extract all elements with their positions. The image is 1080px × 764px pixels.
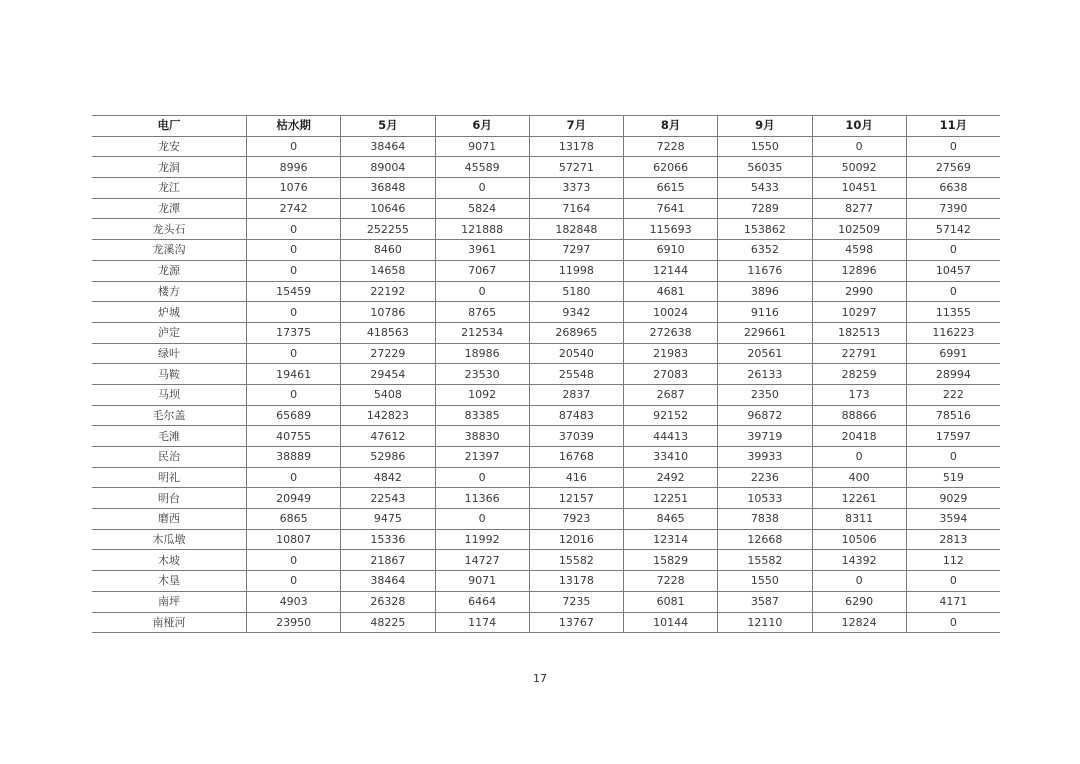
value-cell: 102509 (812, 219, 906, 240)
value-cell: 3896 (718, 281, 812, 302)
value-cell: 38889 (247, 447, 341, 468)
value-cell: 57142 (906, 219, 1000, 240)
value-cell: 10024 (624, 302, 718, 323)
table-row (92, 384, 1000, 405)
value-cell: 400 (812, 467, 906, 488)
plant-name-cell: 龙溪沟 (92, 240, 247, 261)
value-cell: 6991 (906, 343, 1000, 364)
value-cell: 3961 (435, 240, 529, 261)
value-cell: 20540 (529, 343, 623, 364)
value-cell: 21867 (341, 550, 435, 571)
value-cell: 12668 (718, 529, 812, 550)
value-cell: 229661 (718, 322, 812, 343)
value-cell: 50092 (812, 157, 906, 178)
plant-name-cell: 明礼 (92, 467, 247, 488)
value-cell: 112 (906, 550, 1000, 571)
value-cell: 48225 (341, 612, 435, 633)
plant-name-cell: 南坪 (92, 591, 247, 612)
value-cell: 20561 (718, 343, 812, 364)
value-cell: 182848 (529, 219, 623, 240)
value-cell: 9116 (718, 302, 812, 323)
value-cell: 44413 (624, 426, 718, 447)
value-cell: 0 (435, 281, 529, 302)
column-header: 6月 (435, 116, 529, 137)
value-cell: 7228 (624, 136, 718, 157)
table-row (92, 198, 1000, 219)
value-cell: 12314 (624, 529, 718, 550)
value-cell: 26328 (341, 591, 435, 612)
value-cell: 4598 (812, 240, 906, 261)
value-cell: 15829 (624, 550, 718, 571)
value-cell: 10786 (341, 302, 435, 323)
value-cell: 6464 (435, 591, 529, 612)
value-cell: 8465 (624, 509, 718, 530)
value-cell: 39933 (718, 447, 812, 468)
value-cell: 12110 (718, 612, 812, 633)
value-cell: 0 (247, 219, 341, 240)
value-cell: 1092 (435, 384, 529, 405)
column-header: 9月 (718, 116, 812, 137)
value-cell: 6352 (718, 240, 812, 261)
value-cell: 17597 (906, 426, 1000, 447)
table-row (92, 529, 1000, 550)
value-cell: 27083 (624, 364, 718, 385)
table-row (92, 281, 1000, 302)
table-row (92, 302, 1000, 323)
value-cell: 222 (906, 384, 1000, 405)
value-cell: 15582 (529, 550, 623, 571)
value-cell: 9342 (529, 302, 623, 323)
value-cell: 33410 (624, 447, 718, 468)
value-cell: 4842 (341, 467, 435, 488)
column-header: 8月 (624, 116, 718, 137)
value-cell: 0 (812, 571, 906, 592)
value-cell: 0 (247, 302, 341, 323)
table-row (92, 136, 1000, 157)
value-cell: 7390 (906, 198, 1000, 219)
value-cell: 7235 (529, 591, 623, 612)
value-cell: 173 (812, 384, 906, 405)
column-header: 电厂 (92, 116, 247, 137)
column-header: 11月 (906, 116, 1000, 137)
value-cell: 10451 (812, 178, 906, 199)
value-cell: 2813 (906, 529, 1000, 550)
value-cell: 22791 (812, 343, 906, 364)
value-cell: 7067 (435, 260, 529, 281)
value-cell: 7923 (529, 509, 623, 530)
value-cell: 14392 (812, 550, 906, 571)
value-cell: 20418 (812, 426, 906, 447)
value-cell: 62066 (624, 157, 718, 178)
value-cell: 8996 (247, 157, 341, 178)
table-row (92, 612, 1000, 633)
table-row (92, 571, 1000, 592)
value-cell: 0 (906, 571, 1000, 592)
value-cell: 47612 (341, 426, 435, 447)
value-cell: 2742 (247, 198, 341, 219)
value-cell: 38830 (435, 426, 529, 447)
value-cell: 5408 (341, 384, 435, 405)
value-cell: 0 (906, 136, 1000, 157)
value-cell: 153862 (718, 219, 812, 240)
value-cell: 11998 (529, 260, 623, 281)
table-row (92, 219, 1000, 240)
value-cell: 4681 (624, 281, 718, 302)
value-cell: 88866 (812, 405, 906, 426)
table-row (92, 364, 1000, 385)
value-cell: 65689 (247, 405, 341, 426)
plant-name-cell: 明台 (92, 488, 247, 509)
value-cell: 0 (247, 550, 341, 571)
plant-name-cell: 龙潭 (92, 198, 247, 219)
value-cell: 21983 (624, 343, 718, 364)
value-cell: 3594 (906, 509, 1000, 530)
table-row (92, 447, 1000, 468)
plant-name-cell: 龙洞 (92, 157, 247, 178)
value-cell: 2350 (718, 384, 812, 405)
value-cell: 28259 (812, 364, 906, 385)
plant-name-cell: 龙源 (92, 260, 247, 281)
value-cell: 12261 (812, 488, 906, 509)
value-cell: 10297 (812, 302, 906, 323)
page-number: 17 (533, 672, 547, 685)
value-cell: 2236 (718, 467, 812, 488)
value-cell: 27569 (906, 157, 1000, 178)
value-cell: 15336 (341, 529, 435, 550)
column-header: 7月 (529, 116, 623, 137)
value-cell: 0 (247, 240, 341, 261)
value-cell: 1550 (718, 571, 812, 592)
value-cell: 115693 (624, 219, 718, 240)
value-cell: 4903 (247, 591, 341, 612)
plant-name-cell: 马坝 (92, 384, 247, 405)
value-cell: 418563 (341, 322, 435, 343)
value-cell: 92152 (624, 405, 718, 426)
value-cell: 16768 (529, 447, 623, 468)
value-cell: 26133 (718, 364, 812, 385)
value-cell: 45589 (435, 157, 529, 178)
plant-name-cell: 磨西 (92, 509, 247, 530)
plant-name-cell: 楼方 (92, 281, 247, 302)
value-cell: 6910 (624, 240, 718, 261)
value-cell: 11676 (718, 260, 812, 281)
value-cell: 4171 (906, 591, 1000, 612)
value-cell: 1174 (435, 612, 529, 633)
table-body (92, 136, 1000, 633)
value-cell: 10533 (718, 488, 812, 509)
value-cell: 89004 (341, 157, 435, 178)
value-cell: 3587 (718, 591, 812, 612)
plant-name-cell: 泸定 (92, 322, 247, 343)
column-header: 10月 (812, 116, 906, 137)
value-cell: 78516 (906, 405, 1000, 426)
table-row (92, 240, 1000, 261)
value-cell: 7838 (718, 509, 812, 530)
value-cell: 0 (247, 260, 341, 281)
value-cell: 39719 (718, 426, 812, 447)
value-cell: 9029 (906, 488, 1000, 509)
value-cell: 0 (247, 136, 341, 157)
value-cell: 12144 (624, 260, 718, 281)
value-cell: 19461 (247, 364, 341, 385)
value-cell: 40755 (247, 426, 341, 447)
plant-name-cell: 民治 (92, 447, 247, 468)
value-cell: 8311 (812, 509, 906, 530)
value-cell: 12016 (529, 529, 623, 550)
value-cell: 9071 (435, 571, 529, 592)
plant-name-cell: 绿叶 (92, 343, 247, 364)
value-cell: 268965 (529, 322, 623, 343)
value-cell: 13178 (529, 571, 623, 592)
value-cell: 0 (247, 384, 341, 405)
value-cell: 13178 (529, 136, 623, 157)
plant-name-cell: 炉城 (92, 302, 247, 323)
value-cell: 20949 (247, 488, 341, 509)
table-row (92, 509, 1000, 530)
value-cell: 57271 (529, 157, 623, 178)
value-cell: 0 (906, 612, 1000, 633)
value-cell: 0 (812, 447, 906, 468)
value-cell: 2837 (529, 384, 623, 405)
value-cell: 37039 (529, 426, 623, 447)
value-cell: 15582 (718, 550, 812, 571)
table-row (92, 178, 1000, 199)
value-cell: 2990 (812, 281, 906, 302)
plant-name-cell: 龙头石 (92, 219, 247, 240)
value-cell: 22192 (341, 281, 435, 302)
value-cell: 142823 (341, 405, 435, 426)
value-cell: 96872 (718, 405, 812, 426)
column-header: 枯水期 (247, 116, 341, 137)
value-cell: 6290 (812, 591, 906, 612)
value-cell: 87483 (529, 405, 623, 426)
header-row (92, 116, 1000, 137)
value-cell: 519 (906, 467, 1000, 488)
value-cell: 6865 (247, 509, 341, 530)
value-cell: 10144 (624, 612, 718, 633)
value-cell: 416 (529, 467, 623, 488)
value-cell: 5824 (435, 198, 529, 219)
value-cell: 14727 (435, 550, 529, 571)
value-cell: 12157 (529, 488, 623, 509)
value-cell: 7641 (624, 198, 718, 219)
plant-name-cell: 马鞍 (92, 364, 247, 385)
value-cell: 0 (812, 136, 906, 157)
value-cell: 1550 (718, 136, 812, 157)
value-cell: 83385 (435, 405, 529, 426)
value-cell: 6615 (624, 178, 718, 199)
value-cell: 14658 (341, 260, 435, 281)
value-cell: 21397 (435, 447, 529, 468)
value-cell: 28994 (906, 364, 1000, 385)
table-row (92, 591, 1000, 612)
value-cell: 0 (435, 467, 529, 488)
value-cell: 272638 (624, 322, 718, 343)
plant-name-cell: 南桠河 (92, 612, 247, 633)
value-cell: 25548 (529, 364, 623, 385)
table-row (92, 426, 1000, 447)
value-cell: 18986 (435, 343, 529, 364)
value-cell: 11366 (435, 488, 529, 509)
table-row (92, 157, 1000, 178)
table-row (92, 260, 1000, 281)
value-cell: 29454 (341, 364, 435, 385)
value-cell: 23950 (247, 612, 341, 633)
value-cell: 0 (247, 571, 341, 592)
value-cell: 0 (906, 447, 1000, 468)
plant-name-cell: 毛尔盖 (92, 405, 247, 426)
plant-name-cell: 龙安 (92, 136, 247, 157)
value-cell: 1076 (247, 178, 341, 199)
value-cell: 9475 (341, 509, 435, 530)
value-cell: 15459 (247, 281, 341, 302)
power-plant-table (92, 115, 1000, 633)
value-cell: 2492 (624, 467, 718, 488)
value-cell: 8277 (812, 198, 906, 219)
value-cell: 10807 (247, 529, 341, 550)
plant-name-cell: 毛滩 (92, 426, 247, 447)
value-cell: 5180 (529, 281, 623, 302)
value-cell: 182513 (812, 322, 906, 343)
table-row (92, 488, 1000, 509)
value-cell: 12824 (812, 612, 906, 633)
value-cell: 38464 (341, 571, 435, 592)
plant-name-cell: 木坡 (92, 550, 247, 571)
value-cell: 8460 (341, 240, 435, 261)
value-cell: 12896 (812, 260, 906, 281)
value-cell: 12251 (624, 488, 718, 509)
value-cell: 252255 (341, 219, 435, 240)
table-row (92, 405, 1000, 426)
plant-name-cell: 木瓜墩 (92, 529, 247, 550)
value-cell: 212534 (435, 322, 529, 343)
value-cell: 0 (906, 281, 1000, 302)
table-row (92, 467, 1000, 488)
value-cell: 7297 (529, 240, 623, 261)
value-cell: 0 (435, 178, 529, 199)
table-row (92, 322, 1000, 343)
value-cell: 36848 (341, 178, 435, 199)
value-cell: 121888 (435, 219, 529, 240)
table-row (92, 343, 1000, 364)
plant-name-cell: 木垦 (92, 571, 247, 592)
value-cell: 3373 (529, 178, 623, 199)
value-cell: 8765 (435, 302, 529, 323)
value-cell: 116223 (906, 322, 1000, 343)
plant-name-cell: 龙江 (92, 178, 247, 199)
value-cell: 52986 (341, 447, 435, 468)
value-cell: 17375 (247, 322, 341, 343)
value-cell: 9071 (435, 136, 529, 157)
value-cell: 13767 (529, 612, 623, 633)
value-cell: 27229 (341, 343, 435, 364)
value-cell: 22543 (341, 488, 435, 509)
value-cell: 11355 (906, 302, 1000, 323)
value-cell: 7289 (718, 198, 812, 219)
value-cell: 0 (247, 467, 341, 488)
value-cell: 11992 (435, 529, 529, 550)
value-cell: 2687 (624, 384, 718, 405)
value-cell: 56035 (718, 157, 812, 178)
value-cell: 0 (247, 343, 341, 364)
value-cell: 10457 (906, 260, 1000, 281)
value-cell: 10506 (812, 529, 906, 550)
column-header: 5月 (341, 116, 435, 137)
table-row (92, 550, 1000, 571)
value-cell: 5433 (718, 178, 812, 199)
value-cell: 7228 (624, 571, 718, 592)
value-cell: 7164 (529, 198, 623, 219)
value-cell: 6638 (906, 178, 1000, 199)
value-cell: 23530 (435, 364, 529, 385)
value-cell: 10646 (341, 198, 435, 219)
value-cell: 6081 (624, 591, 718, 612)
value-cell: 0 (435, 509, 529, 530)
value-cell: 0 (906, 240, 1000, 261)
value-cell: 38464 (341, 136, 435, 157)
